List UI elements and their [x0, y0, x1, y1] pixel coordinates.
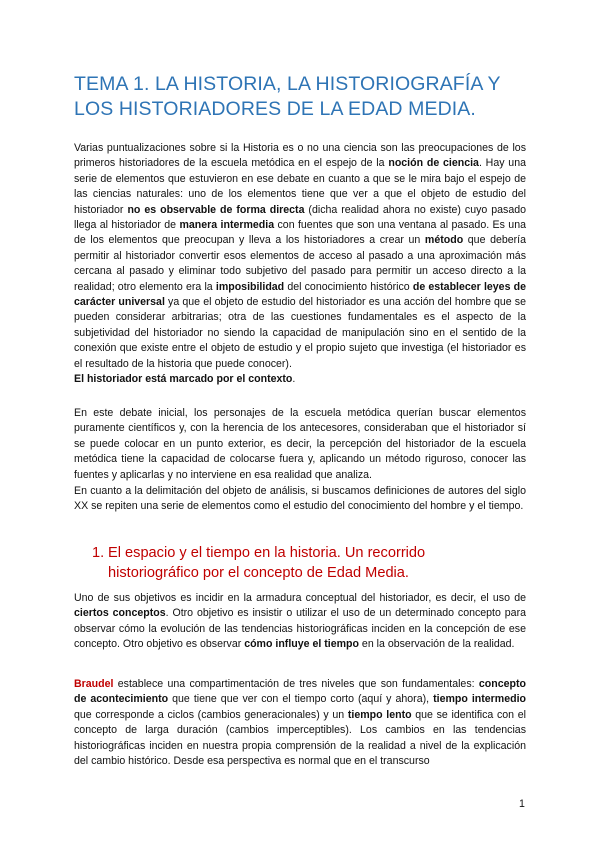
section-heading-1 [92, 543, 528, 583]
paragraph-4 [74, 591, 526, 653]
p4-bold-2: cómo influye el tiempo [244, 638, 359, 651]
p1-text-4: con fuentes que son una ventana al pasado. Es una de los elementos que preocupan y lleva a los historiadores a crear un [74, 219, 526, 247]
p5-author-name: Braudel [74, 678, 114, 690]
paragraph-2: En este debate inicial, los personajes de la escuela metódica querían buscar elementos puramente científicos y, con la herencia de los antecesores, consideraban que el historiador sí se puede colocar en un punto exterior, es decir, la percepción del historiador de la escuela metódica tiene la capacidad de colocarse fuera y, aplicando un método riguroso, conocer las fuentes y aplicarlas y no interviene en esa realidad que analiza. [74, 407, 526, 481]
section-heading-line-2: historiográfico por el concepto de Edad Media. [108, 565, 409, 581]
p4-text-2: . Otro objetivo es insistir o utilizar el uso de un determinado concepto para observar cómo la evolución de las tendencias historiográficas inciden en la concepción de ese concepto. Otro objetivo es observar [74, 607, 526, 651]
p1-bold-5: imposibilidad [215, 280, 285, 293]
p5-text-3: que corresponde a ciclos (cambios generacionales) y un [74, 708, 348, 721]
p5-text-1: establece una compartimentación de tres niveles que son fundamentales: [113, 678, 479, 690]
p5-text-2: que tiene que ver con el tiempo corto (aquí y ahora), [168, 693, 434, 706]
p1-text-6: del conocimiento histórico [284, 280, 413, 293]
p1-bold-6: de establecer leyes de carácter universal [74, 280, 527, 309]
page-number: 1 [519, 798, 525, 810]
paragraph-1 [74, 141, 526, 388]
p4-bold-1: ciertos conceptos [74, 607, 166, 620]
p1-text-2: . Hay una serie de elementos que estuvieron en ese debate en cuanto a que se le mira bajo el espejo de las ciencias naturales: uno de los elementos tiene que ver a que el objeto de estudio del historiador [74, 157, 526, 216]
p1-bold-3: manera intermedia [179, 219, 275, 232]
p1-bold-4: método [424, 234, 464, 247]
document-title: TEMA 1. LA HISTORIA, LA HISTORIOGRAFÍA Y LOS HISTORIADORES DE LA EDAD MEDIA. [74, 73, 501, 120]
p1-text-8: . [292, 373, 296, 386]
p4-text-3: en la observación de la realidad. [358, 638, 515, 651]
p1-text-3: (dicha realidad ahora no existe) cuyo pasado llega al historiador de [74, 203, 526, 232]
p1-text-7: ya que el objeto de estudio del historiador es una acción del hombre que se pueden considerar arbitrarias; otra de las cuestiones fundamentales es el aspecto de la subjetividad del historiador no siendo la capacidad de manipulación sino en el sentido de la conexión que existe entre el objeto de estudio y el propio sujeto que investiga (el historiador es el resultado de la historia que puede conocer). [74, 296, 526, 370]
paragraph-5 [74, 677, 526, 769]
section-heading-line-1 [92, 543, 528, 563]
p5-bold-3: tiempo lento [347, 708, 412, 721]
p1-bold-7: El historiador está marcado por el contexto [74, 373, 293, 386]
p1-text-5: que debería permitir al historiador convertir esos elementos de acceso al pasado a una aproximación más cercana al pasado y eliminar todo subjetivo del pasado para permitir un acceso directo a la realidad; otro elemento era la [74, 234, 527, 293]
p1-text-1: Varias puntualizaciones sobre si la Historia es o no una ciencia son las preocupaciones de los primeros historiadores de la escuela metódica en el espejo de la [74, 142, 526, 170]
paragraph-3: En cuanto a la delimitación del objeto de análisis, si buscamos definiciones de autores del siglo XX se repiten una serie de elementos como el estudio del conocimiento del hombre y el tiempo. [74, 485, 526, 513]
section-heading-text-1: El espacio y el tiempo en la historia. Un recorrido [108, 545, 426, 561]
p1-bold-2: no es observable de forma directa [127, 203, 305, 216]
p5-text-4: que se identifica con el concepto de larga duración (cambios imperceptibles). Los cambios en las tendencias historiográficas inciden en nuestra propia comprensión de la realidad a nivel de la explicación del cambio histórico. Desde esa perspectiva es normal que en el transcurso [74, 708, 526, 768]
p4-text-1: Uno de sus objetivos es incidir en la armadura conceptual del historiador, es decir, el uso de [74, 592, 526, 604]
p5-bold-1: concepto de acontecimiento [74, 678, 526, 706]
p5-bold-2: tiempo intermedio [433, 693, 526, 706]
section-number: 1. [92, 545, 105, 561]
p1-bold-1: noción de ciencia [388, 157, 479, 170]
